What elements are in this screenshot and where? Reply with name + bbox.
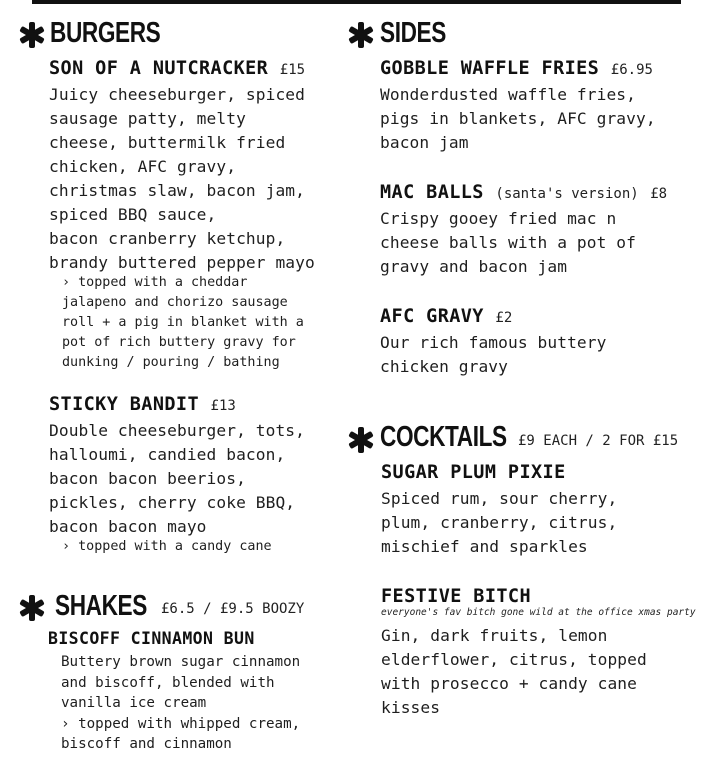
menu-item-title bbox=[381, 462, 566, 483]
menu-item-title bbox=[380, 182, 667, 203]
menu-item-title bbox=[381, 586, 531, 607]
item-name: STICKY BANDIT bbox=[49, 394, 199, 415]
item-topping-note: › topped with a candy cane bbox=[62, 539, 272, 554]
menu-item-title bbox=[380, 306, 512, 327]
asterisk-icon bbox=[347, 21, 375, 49]
item-description: Juicy cheeseburger, spiced sausage patty, melty cheese, buttermilk fried chicken, AFC gravy, christmas slaw, bacon jam, spiced BBQ sauce, bacon cranberry ketchup, brandy buttered pepper mayo bbox=[49, 85, 315, 272]
item-description: Our rich famous buttery chicken gravy bbox=[380, 333, 607, 376]
section-title-sides: SIDES bbox=[380, 17, 446, 49]
item-tagline: everyone's fav bitch gone wild at the office xmas party bbox=[381, 607, 696, 618]
item-price: £13 bbox=[210, 398, 236, 414]
section-title-burgers: BURGERS bbox=[50, 17, 161, 49]
item-description: Crispy gooey fried mac n cheese balls with a pot of gravy and bacon jam bbox=[380, 209, 636, 276]
menu-item-title bbox=[380, 58, 653, 79]
menu-item-title bbox=[49, 394, 236, 415]
item-name: SUGAR PLUM PIXIE bbox=[381, 462, 566, 483]
item-name: MAC BALLS bbox=[380, 182, 484, 203]
item-name: SON OF A NUTCRACKER bbox=[49, 58, 269, 79]
item-price: £6.95 bbox=[610, 62, 653, 78]
asterisk-icon bbox=[347, 426, 375, 454]
shakes-price-note: £6.5 / £9.5 BOOZY bbox=[161, 601, 305, 617]
section-title-shakes: SHAKES bbox=[55, 590, 147, 622]
top-rule bbox=[32, 0, 681, 4]
item-price: £15 bbox=[279, 62, 306, 78]
item-topping-note: › topped with a cheddar jalapeno and chorizo sausage roll + a pig in blanket with a pot of rich buttery gravy for dunking / pouring / bathing bbox=[62, 275, 304, 370]
item-price: £8 bbox=[650, 186, 668, 202]
section-title-cocktails: COCKTAILS bbox=[380, 421, 507, 453]
item-aside: (santa's version) bbox=[495, 186, 639, 202]
item-description: Spiced rum, sour cherry, plum, cranberry, citrus, mischief and sparkles bbox=[381, 489, 618, 556]
cocktails-price-note: £9 EACH / 2 FOR £15 bbox=[518, 433, 679, 449]
asterisk-icon bbox=[18, 21, 46, 49]
item-description: Gin, dark fruits, lemon elderflower, citrus, topped with prosecco + candy cane kisses bbox=[381, 626, 647, 717]
menu-item-title bbox=[49, 58, 305, 79]
item-description: Buttery brown sugar cinnamon and biscoff, blended with vanilla ice cream › topped with whipped cream, biscoff and cinnamon bbox=[61, 654, 301, 752]
asterisk-icon bbox=[18, 594, 46, 622]
item-description: Double cheeseburger, tots, halloumi, candied bacon, bacon bacon beerios, pickles, cherry coke BBQ, bacon bacon mayo bbox=[49, 421, 305, 536]
item-name: GOBBLE WAFFLE FRIES bbox=[380, 58, 600, 79]
item-description: Wonderdusted waffle fries, pigs in blankets, AFC gravy, bacon jam bbox=[380, 85, 656, 152]
item-name: AFC GRAVY bbox=[380, 306, 484, 327]
item-price: £2 bbox=[495, 310, 513, 326]
menu-item-title bbox=[48, 629, 255, 648]
item-name: FESTIVE BITCH bbox=[381, 586, 531, 607]
item-name: BISCOFF CINNAMON BUN bbox=[48, 629, 255, 648]
